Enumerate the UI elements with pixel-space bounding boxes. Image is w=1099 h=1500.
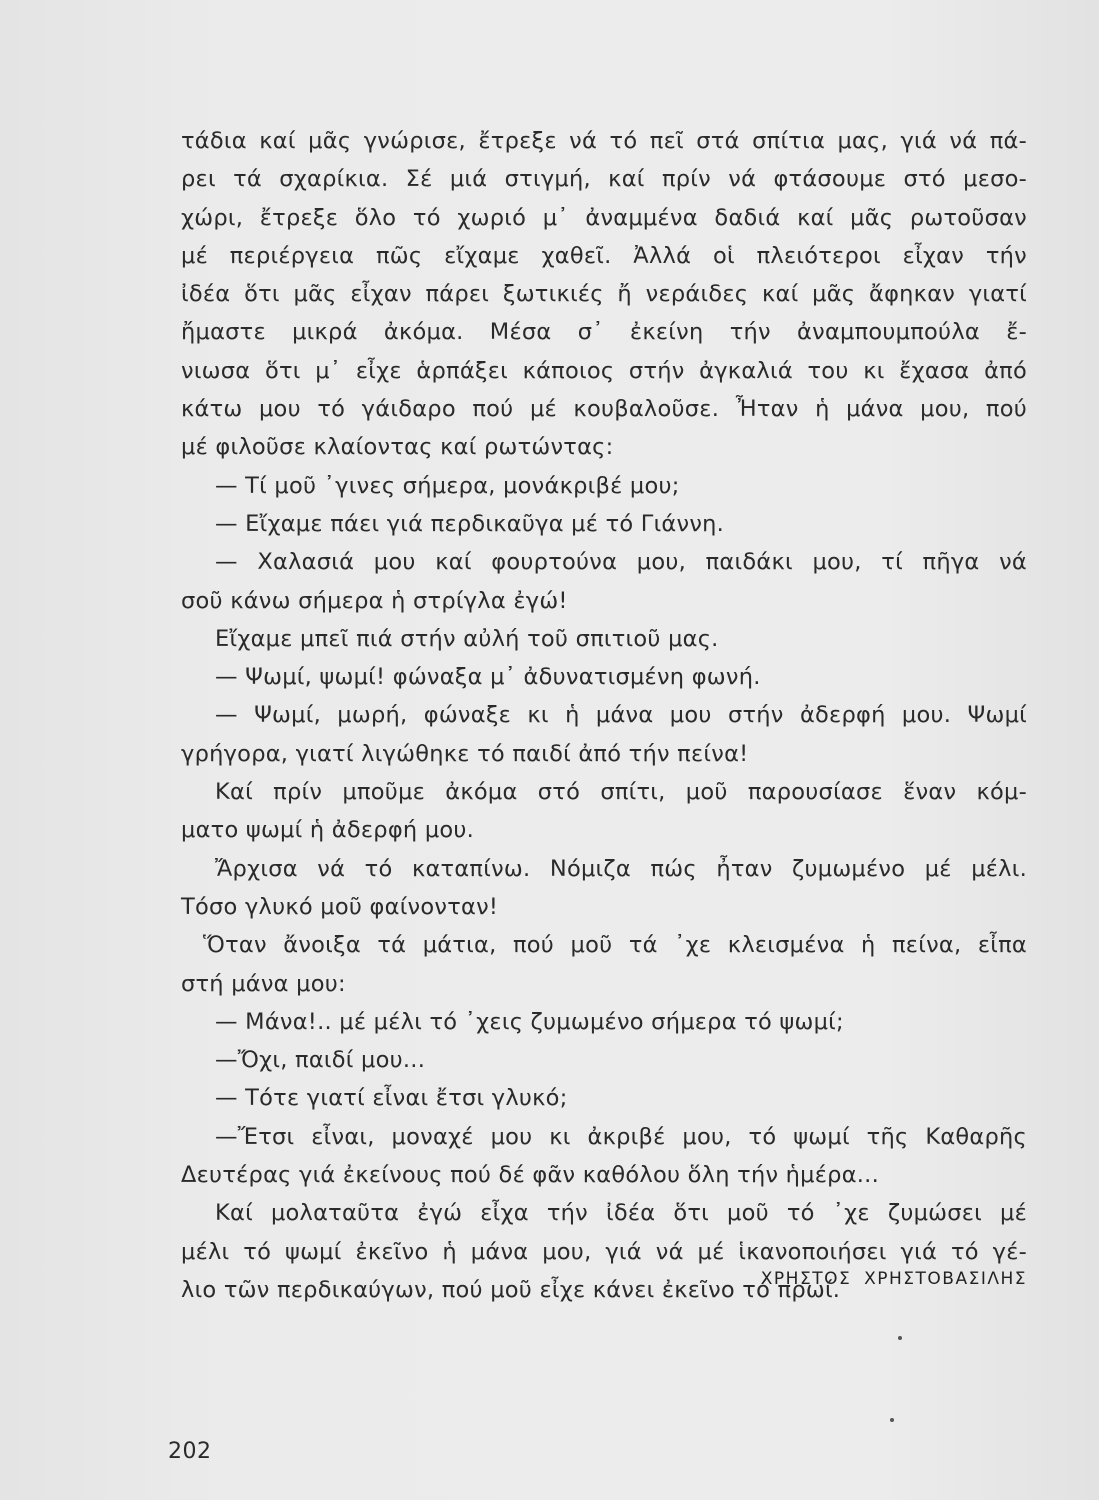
text-line: Τόσο γλυκό μοῦ φαίνονταν! (181, 893, 499, 920)
text-line: Ἄρχισα νά τό καταπίνω. Νόμιζα πώς ἦταν ζυμωμένο μέ μέλι. (215, 855, 1027, 882)
text-line: σοῦ κάνω σήμερα ἡ στρίγλα ἐγώ! (181, 587, 568, 614)
text-line: γρήγορα, γιατί λιγώθηκε τό παιδί ἀπό τήν πείνα! (181, 740, 749, 767)
dialogue-line: — Τότε γιατί εἶναι ἔτσι γλυκό; (215, 1085, 568, 1112)
text-line: τάδια καί μᾶς γνώρισε, ἔτρεξε νά τό πεῖ στά σπίτια μας, γιά νά πά- (181, 128, 1027, 154)
text-line: λιο τῶν περδικαύγων, πού μοῦ εἶχε κάνει ἐκεῖνο τό πρωί. (181, 1276, 841, 1303)
author-signature: ΧΡΗΣΤΟΣ ΧΡΗΣΤΟΒΑΣΙΛΗΣ (760, 1269, 1027, 1289)
dialogue-line: — Ψωμί, ψωμί! φώναξα μ᾿ ἀδυνατισμένη φωνή. (215, 664, 761, 691)
speck-mark (898, 1336, 902, 1340)
dialogue-line: — Χαλασιά μου καί φουρτούνα μου, παιδάκι μου, τί πῆγα νά (215, 549, 1027, 576)
dialogue-line: — Μάνα!.. μέ μέλι τό ᾿χεις ζυμωμένο σήμερα τό ψωμί; (215, 1008, 844, 1035)
text-line: Καί μολαταῦτα ἐγώ εἶχα τήν ἰδέα ὅτι μοῦ τό ᾿χε ζυμώσει μέ (215, 1200, 1027, 1227)
text-line: χώρι, ἔτρεξε ὅλο τό χωριό μ᾿ ἀναμμένα δαδιά καί μᾶς ρωτοῦσαν (181, 204, 1027, 231)
text-line: ἰδέα ὅτι μᾶς εἶχαν πάρει ξωτικιές ἤ νεράιδες καί μᾶς ἄφηκαν γιατί (181, 281, 1027, 308)
dialogue-line: — Εἴχαμε πάει γιά περδικαῦγα μέ τό Γιάννη. (215, 510, 725, 537)
dialogue-line: —Ἔτσι εἶναι, μοναχέ μου κι ἀκριβέ μου, τό ψωμί τῆς Καθαρῆς (215, 1123, 1027, 1150)
dialogue-line: — Ψωμί, μωρή, φώναξε κι ἡ μάνα μου στήν ἀδερφή μου. Ψωμί (215, 702, 1027, 729)
text-line: ματο ψωμί ἡ ἀδερφή μου. (181, 817, 475, 844)
dialogue-line: — Τί μοῦ ᾿γινες σήμερα, μονάκριβέ μου; (215, 472, 680, 499)
story-text (181, 122, 1027, 1309)
text-line: νιωσα ὅτι μ᾿ εἶχε ἁρπάξει κάποιος στήν ἀγκαλιά του κι ἔχασα ἀπό (181, 357, 1027, 384)
text-line: Εἴχαμε μπεῖ πιά στήν αὐλή τοῦ σπιτιοῦ μας. (215, 625, 719, 652)
page-number: 202 (168, 1439, 212, 1464)
text-line: κάτω μου τό γάιδαρο πού μέ κουβαλοῦσε. Ἦταν ἡ μάνα μου, πού (181, 396, 1027, 423)
text-line: ρει τά σχαρίκια. Σέ μιά στιγμή, καί πρίν νά φτάσουμε στό μεσο- (181, 166, 1027, 193)
dialogue-line: —Ὄχι, παιδί μου... (215, 1047, 426, 1074)
text-line: Ὅταν ἄνοιξα τά μάτια, πού μοῦ τά ᾿χε κλεισμένα ἡ πείνα, εἶπα (203, 932, 1027, 959)
text-line: Καί πρίν μποῦμε ἀκόμα στό σπίτι, μοῦ παρουσίασε ἕναν κόμ- (215, 779, 1027, 806)
text-line: Δευτέρας γιά ἐκείνους πού δέ φᾶν καθόλου ὅλη τήν ἡμέρα... (181, 1162, 879, 1189)
speck-mark (890, 1418, 894, 1422)
text-line: στή μάνα μου: (181, 970, 346, 997)
text-line: μέλι τό ψωμί ἐκεῖνο ἡ μάνα μου, γιά νά μέ ἱκανοποιήσει γιά τό γέ- (181, 1238, 1027, 1265)
text-line: ἤμαστε μικρά ἀκόμα. Μέσα σ᾿ ἐκείνη τήν ἀναμπουμπούλα ἔ- (181, 319, 1027, 346)
text-line: μέ φιλοῦσε κλαίοντας καί ρωτώντας: (181, 434, 614, 461)
text-line: μέ περιέργεια πῶς εἴχαμε χαθεῖ. Ἀλλά οἱ πλειότεροι εἶχαν τήν (181, 242, 1027, 269)
